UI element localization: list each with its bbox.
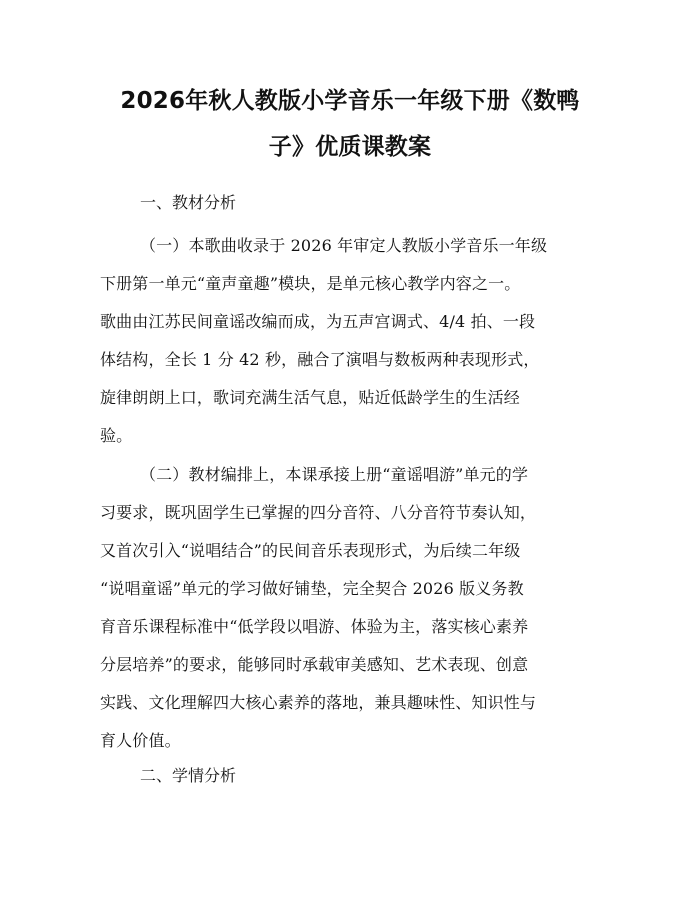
- paragraph-1-line: 下册第一单元“童声童趣”模块，是单元核心教学内容之一。: [100, 274, 521, 293]
- paragraph-1-line: 体结构，全长 1 分 42 秒，融合了演唱与数板两种表现形式，: [100, 350, 540, 369]
- section-heading-learner-analysis: 二、学情分析: [140, 766, 237, 785]
- paragraph-1-line: 歌曲由江苏民间童谣改编而成，为五声宫调式、4/4 拍、一段: [100, 312, 536, 331]
- section-heading-textbook-analysis: 一、教材分析: [140, 193, 237, 212]
- paragraph-2-line: 习要求，既巩固学生已掌握的四分音符、八分音符节奏认知，: [100, 503, 537, 522]
- paragraph-2-line: 育人价值。: [100, 731, 181, 750]
- paragraph-1-line: （一）本歌曲收录于 2026 年审定人教版小学音乐一年级: [140, 236, 548, 255]
- paragraph-2-line: 育音乐课程标准中“低学段以唱游、体验为主，落实核心素养: [100, 617, 529, 636]
- paragraph-1-line: 验。: [100, 426, 133, 445]
- document-title-line-1: 2026年秋人教版小学音乐一年级下册《数鸭: [120, 88, 580, 114]
- paragraph-1-line: 旋律朗朗上口，歌词充满生活气息，贴近低龄学生的生活经: [100, 388, 520, 407]
- document-title-line-2: 子》优质课教案: [268, 134, 432, 160]
- paragraph-2-line: 实践、文化理解四大核心素养的落地，兼具趣味性、知识性与: [100, 693, 537, 712]
- paragraph-2-line: 又首次引入“说唱结合”的民间音乐表现形式，为后续二年级: [100, 541, 521, 560]
- paragraph-2-line: 分层培养”的要求，能够同时承载审美感知、艺术表现、创意: [100, 655, 529, 674]
- paragraph-2-line: （二）教材编排上，本课承接上册“童谣唱游”单元的学: [140, 465, 529, 484]
- paragraph-2-line: “说唱童谣”单元的学习做好铺垫，完全契合 2026 版义务教: [100, 579, 524, 598]
